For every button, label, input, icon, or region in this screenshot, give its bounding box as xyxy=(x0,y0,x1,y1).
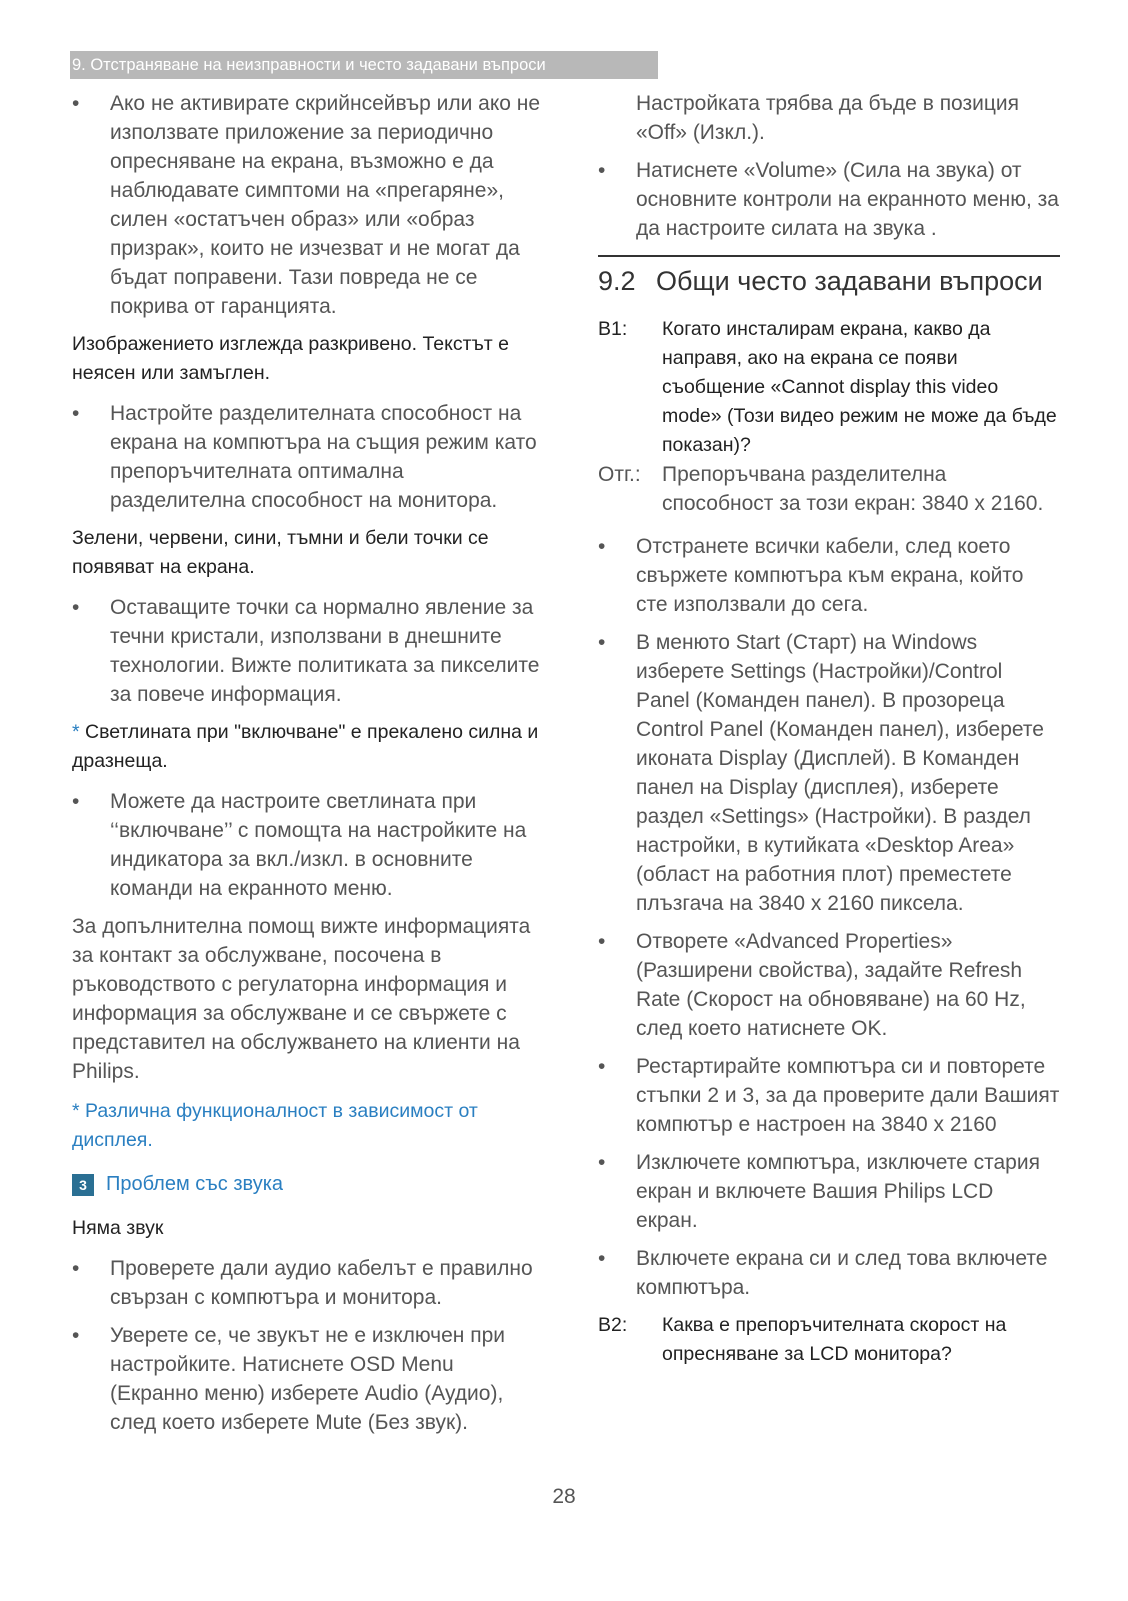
question-label: В1: xyxy=(598,318,628,340)
list-item: • Можете да настроите светлината при ‘‘включване’’ с помощта на настройките на индикатора за вкл./изкл. в основните команди на екранното меню. xyxy=(72,787,542,903)
subsection-number-badge: 3 xyxy=(72,1174,94,1196)
list-item: • Изключете компютъра, изключете стария екран и включете Вашия Philips LCD екран. xyxy=(598,1148,1060,1235)
problem-heading: Зелени, червени, сини, тъмни и бели точки се появяват на екрана. xyxy=(72,527,489,578)
help-paragraph: За допълнителна помощ вижте информацията за контакт за обслужване, посочена в ръководството с регулаторна информация и информация за обслужване и се свържете с представител на обслужването на клиенти на Philips. xyxy=(72,915,531,1083)
list-item: • Проверете дали аудио кабелът е правилно свързан с компютъра и монитора. xyxy=(72,1254,542,1312)
question-label: В2: xyxy=(598,1314,628,1336)
right-column xyxy=(598,89,1060,1369)
left-column xyxy=(72,89,542,1446)
list-item: • Ако не активирате скрийнсейвър или ако не използвате приложение за периодично опресняване на екрана, възможно е да наблюдавате симптоми на «прегаряне», силен «остатъчен образ» или «образ призрак», които не изчезват и не могат да бъдат поправени. Тази повреда не се покрива от гаранцията. xyxy=(72,89,542,321)
problem-heading: Изображението изглежда разкривено. Текстът е неясен или замъглен. xyxy=(72,333,509,384)
faq-answer xyxy=(598,460,1060,518)
list-item: • Уверете се, че звукът не е изключен при настройките. Натиснете OSD Menu (Екранно меню) изберете Audio (Аудио), след което изберете Mute (Без звук). xyxy=(72,1321,542,1437)
list-item: • Натиснете «Volume» (Сила на звука) от основните контроли на екранното меню, за да настроите силата на звука . xyxy=(598,156,1060,243)
faq-question xyxy=(598,315,1060,460)
list-item: • Оставащите точки са нормално явление за течни кристали, използвани в днешните технологии. Вижте политиката за пикселите за повече информация. xyxy=(72,593,542,709)
list-item: • Включете екрана си и след това включете компютъра. xyxy=(598,1244,1060,1302)
question-text: Каква е препоръчителната скорост на опресняване за LCD монитора? xyxy=(662,1314,1007,1365)
answer-text: Препоръчвана разделителна способност за този екран: 3840 x 2160. xyxy=(662,463,1044,515)
subsection-title: Проблем със звука xyxy=(106,1173,284,1195)
answer-label: Отг.: xyxy=(598,463,641,486)
list-item: • Настройте разделителната способност на екрана на компютъра на същия режим като препоръчителната оптимална разделителна способност на монитора. xyxy=(72,399,542,515)
asterisk-mark: * xyxy=(72,721,80,743)
footnote: * Различна функционалност в зависимост от дисплея. xyxy=(72,1100,478,1151)
list-item: • Рестартирайте компютъра си и повторете стъпки 2 и 3, за да проверите дали Вашият компютър е настроен на 3840 x 2160 xyxy=(598,1052,1060,1139)
problem-heading xyxy=(72,718,542,776)
list-item-continuation: Настройката трябва да бъде в позиция «Off» (Изкл.). xyxy=(636,92,1019,144)
problem-heading-text: Светлината при "включване" е прекалено силна и дразнеща. xyxy=(72,721,539,772)
faq-question xyxy=(598,1311,1060,1369)
section-number: 9.2 xyxy=(598,266,636,296)
subsection-heading xyxy=(72,1173,542,1196)
chapter-header: 9. Отстраняване на неизправности и често задавани въпроси xyxy=(70,51,658,79)
list-item: • В менюто Start (Старт) на Windows изберете Settings (Настройки)/Control Panel (Команден панел). В прозореца Control Panel (Команден панел), изберете иконата Display (Дисплей). В Команден панел на Display (дисплея), изберете раздел «Settings» (Настройки). В раздел настройки, в кутийката «Desktop Area» (област на работния плот) преместете плъзгача на 3840 x 2160 пиксела. xyxy=(598,628,1060,918)
page-number: 28 xyxy=(552,1485,576,1508)
section-title xyxy=(598,255,1060,301)
question-text: Когато инсталирам екрана, какво да направя, ако на екрана се появи съобщение «Cannot display this video mode» (Този видео режим не може да бъде показан)? xyxy=(662,318,1057,456)
problem-heading: Няма звук xyxy=(72,1217,164,1239)
list-item: • Отстранете всички кабели, след което свържете компютъра към екрана, който сте използвали до сега. xyxy=(598,532,1060,619)
section-title-text: Общи често задавани въпроси xyxy=(656,266,1043,296)
list-item: • Отворете «Advanced Properties» (Разширени свойства), задайте Refresh Rate (Скорост на обновяване) на 60 Hz, след което натиснете OK. xyxy=(598,927,1060,1043)
